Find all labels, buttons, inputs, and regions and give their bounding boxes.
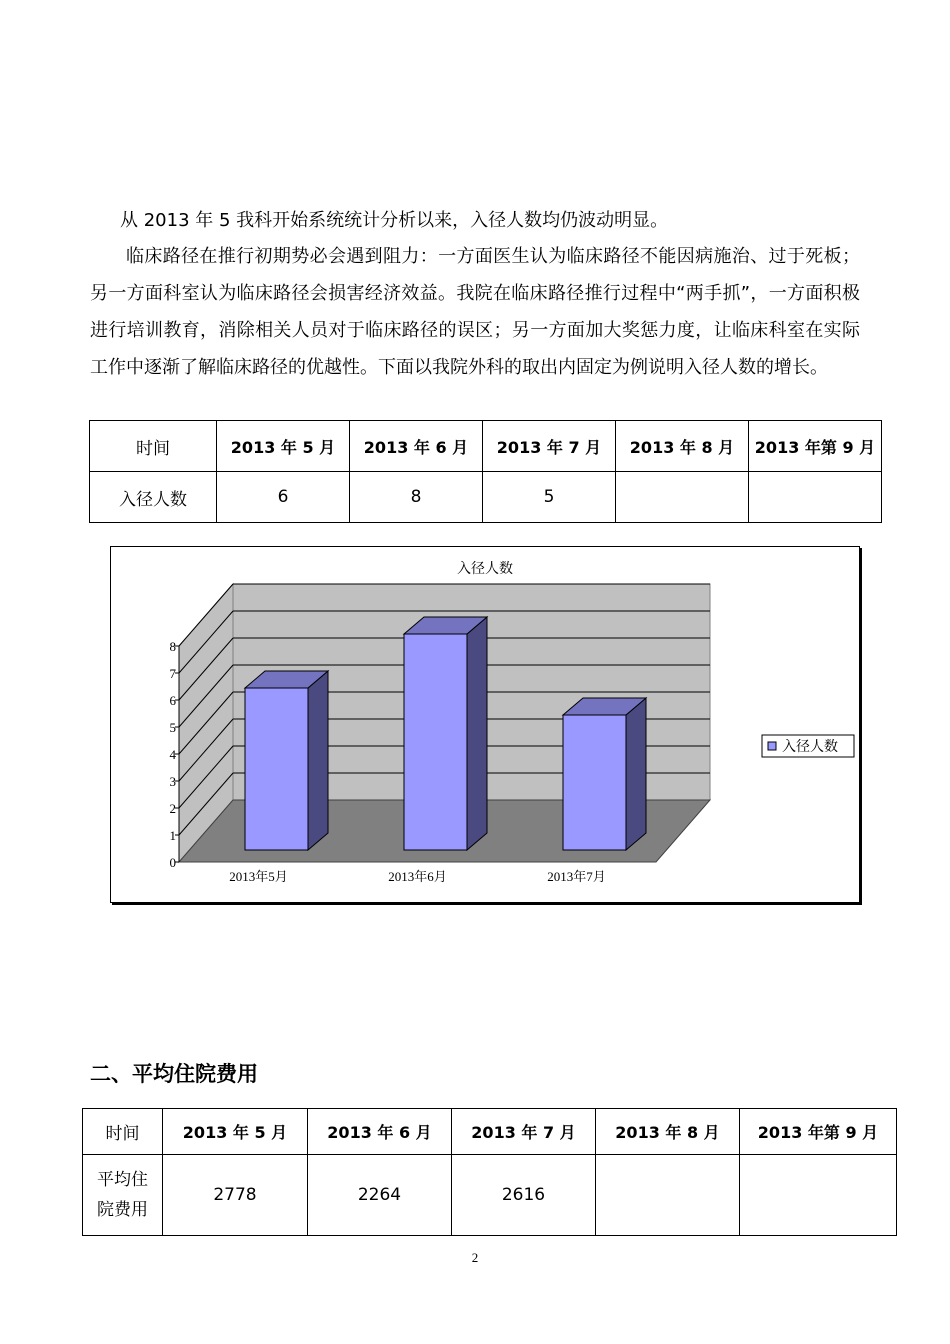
header-cell: 2013 年 5 月 [217, 421, 350, 472]
table-cell: 6 [217, 472, 350, 523]
table-row [90, 472, 882, 523]
row-label: 入径人数 [90, 472, 217, 523]
x-tick-label: 2013年7月 [547, 869, 606, 884]
table-cell: 8 [350, 472, 483, 523]
row-label [83, 1155, 163, 1236]
table-cell: 2616 [452, 1155, 596, 1236]
table-cell [749, 472, 882, 523]
y-tick-label: 8 [169, 639, 176, 654]
header-cell: 时间 [90, 421, 217, 472]
section-title: 二、平均住院费用 [90, 1062, 258, 1086]
table-cell [616, 472, 749, 523]
row-label-line: 院费用 [97, 1200, 148, 1220]
header-cell: 2013 年第 9 月 [740, 1109, 897, 1155]
table-cell [740, 1155, 897, 1236]
header-cell: 2013 年 6 月 [350, 421, 483, 472]
table-cell [596, 1155, 740, 1236]
y-tick-label: 0 [169, 855, 176, 870]
bar-side [467, 617, 487, 850]
bar [245, 688, 308, 850]
y-tick-label: 5 [169, 720, 176, 735]
row-label-line: 平均住 [97, 1170, 148, 1190]
enrollment-table [89, 420, 882, 523]
paragraph-clinical-pathway: 临床路径在推行初期势必会遇到阻力：一方面医生认为临床路径不能因病施治、过于死板；另一方面科室认为临床路径会损害经济效益。我院在临床路径推行过程中“两手抓”，一方面积极进行培训教育，消除相关人员对于临床路径的误区；另一方面加大奖惩力度，让临床科室在实际工作中逐渐了解临床路径的优越性。下面以我院外科的取出内固定为例说明入径人数的增长。 [90, 246, 860, 378]
header-cell: 2013 年 6 月 [308, 1109, 452, 1155]
y-tick-label: 6 [169, 693, 176, 708]
header-cell: 2013 年 7 月 [483, 421, 616, 472]
paragraph-intro: 从 2013 年 5 我科开始系统统计分析以来，入径人数均仍波动明显。 [120, 210, 669, 231]
chart-title: 入径人数 [457, 562, 513, 577]
header-cell: 时间 [83, 1109, 163, 1155]
legend-label: 入径人数 [782, 740, 838, 755]
y-tick-label: 4 [169, 747, 176, 762]
avg-cost-table [82, 1108, 897, 1236]
page-number: 2 [471, 1250, 479, 1265]
y-tick-label: 7 [169, 666, 176, 681]
legend-swatch [768, 742, 776, 750]
table-header-row [83, 1109, 897, 1155]
y-tick-label: 2 [169, 801, 176, 816]
chart-svg [111, 547, 859, 902]
bar [563, 715, 626, 850]
bar-side [626, 698, 646, 850]
table-cell: 2264 [308, 1155, 452, 1236]
header-cell: 2013 年 5 月 [163, 1109, 308, 1155]
enrollment-chart [110, 546, 860, 903]
header-cell: 2013 年 7 月 [452, 1109, 596, 1155]
table-cell: 5 [483, 472, 616, 523]
header-cell: 2013 年 8 月 [596, 1109, 740, 1155]
bar-side [308, 671, 328, 850]
table-row [83, 1155, 897, 1236]
header-cell: 2013 年第 9 月 [749, 421, 882, 472]
table-header-row [90, 421, 882, 472]
x-tick-label: 2013年5月 [229, 869, 288, 884]
table-cell: 2778 [163, 1155, 308, 1236]
header-cell: 2013 年 8 月 [616, 421, 749, 472]
y-tick-label: 3 [169, 774, 176, 789]
x-tick-label: 2013年6月 [388, 869, 447, 884]
bar [404, 634, 467, 850]
y-tick-label: 1 [169, 828, 176, 843]
